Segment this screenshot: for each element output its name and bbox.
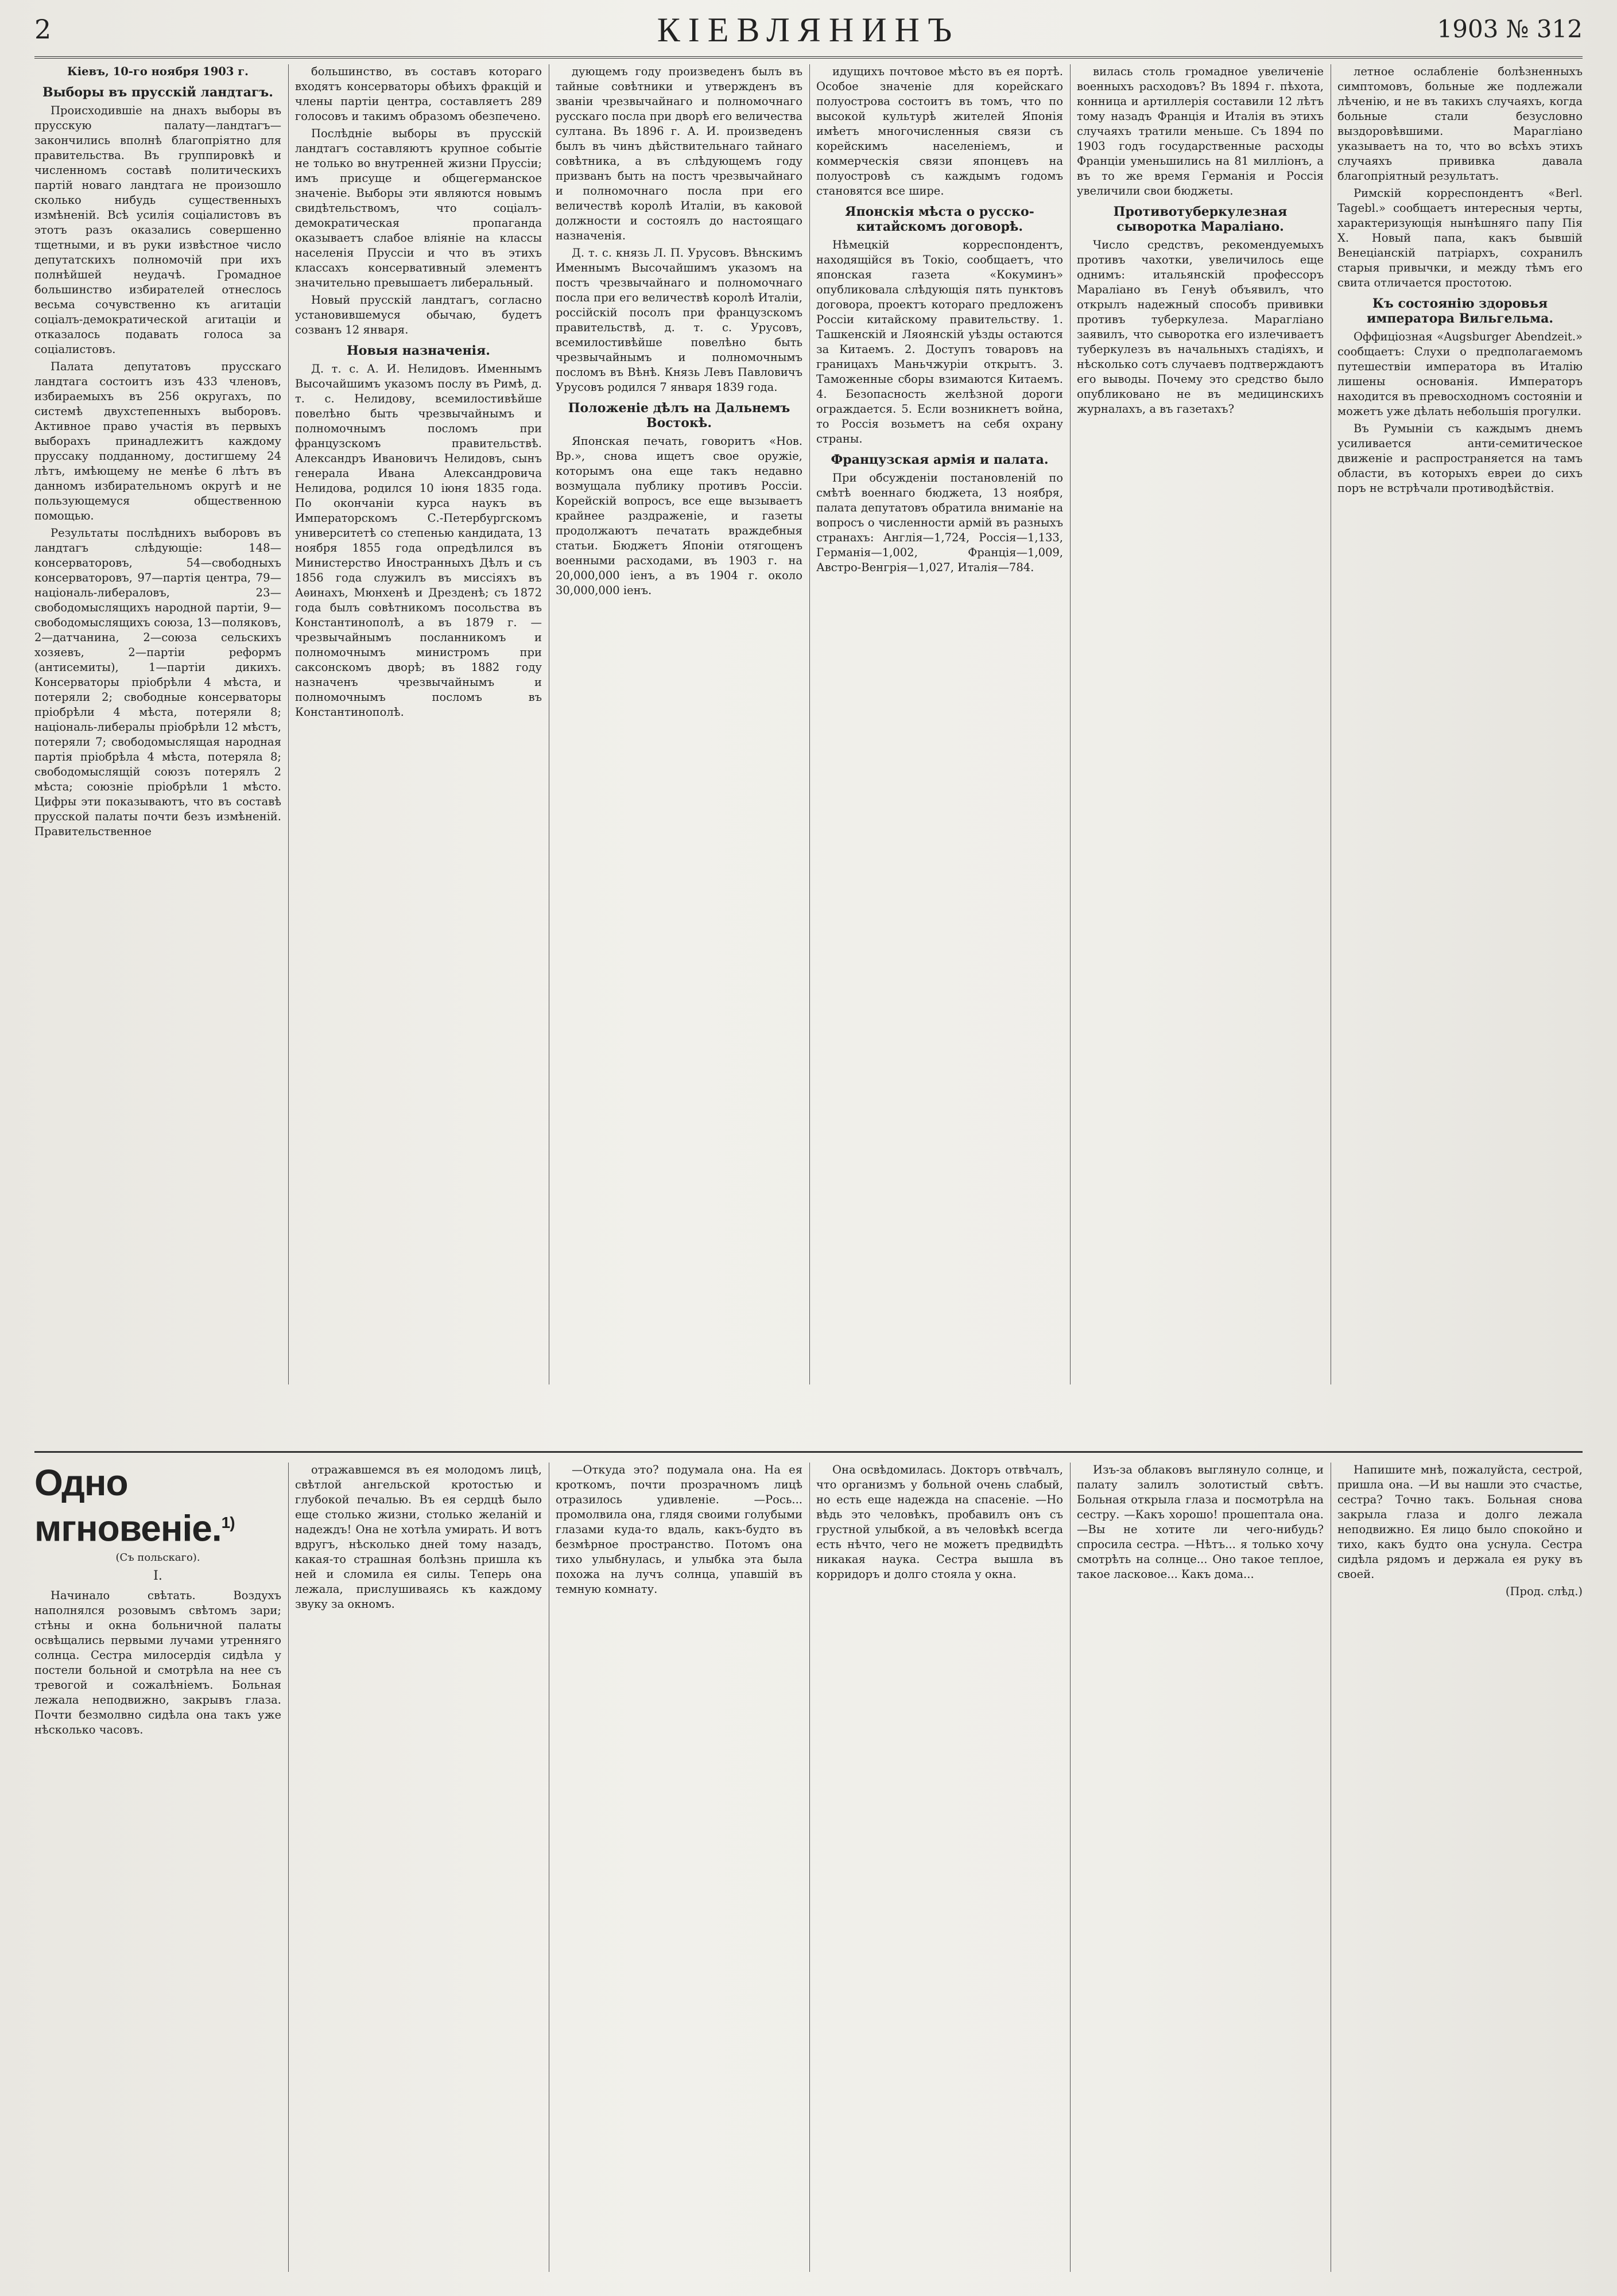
paragraph: идущихъ почтовое мѣсто въ ея портѣ. Особое значеніе для корейскаго полуострова состоитъ въ томъ, что по высокой культурѣ жителей Японія имѣетъ многочисленныя связи съ корейскимъ населеніемъ, и коммерческія связи японцевъ на полуостровѣ съ каждымъ годомъ становятся все шире. [816,65,1063,197]
paragraph: Начинало свѣтать. Воздухъ наполнялся розовымъ свѣтомъ зари; стѣны и окна больничной палаты освѣщались первыми лучами утренняго солнца. Сестра милосердія сидѣла у постели больной и смотрѣла на нее съ тревогой и сожалѣніемъ. Больная лежала неподвижно, закрывъ глаза. Почти безмолвно сидѣла она такъ уже нѣсколько часовъ. [34,1589,281,1737]
page-number: 2 [34,14,52,45]
paragraph: Палата депутатовъ прусскаго ландтага состоитъ изъ 433 членовъ, избираемыхъ въ 256 округахъ, по системѣ двухстепенныхъ выборовъ. Активное право участія въ первыхъ выборахъ принадлежитъ каждому пруссаку подданному, достигшему 24 лѣтъ, имѣющему не менѣе 6 лѣтъ въ данномъ избирательномъ округѣ и не пользующемуся общественною помощью. [34,360,281,522]
paragraph: дующемъ году произведенъ былъ въ тайные совѣтники и утвержденъ въ званіи чрезвычайнаго и полномочнаго русскаго посла при дворѣ его величества султана. Въ 1896 г. А. И. произведенъ былъ въ чинъ дѣйствительнаго тайнаго совѣтника, а въ слѣдующемъ году призванъ быть на постъ чрезвычайнаго и полномочнаго посла при его величествѣ королѣ Италіи, въ каковой должности и состоялъ до настоящаго назначенія. [556,65,802,242]
paragraph: Новый прусскій ландтагъ, согласно установившемуся обычаю, будетъ созванъ 12 января. [295,293,542,336]
article-heading: Положеніе дѣлъ на Дальнемъ Востокѣ. [568,401,790,430]
serial-part: I. [153,1569,162,1584]
article-heading: Французская армія и палата. [831,452,1049,467]
paragraph: —Откуда это? подумала она. На ея кроткомъ, почти прозрачномъ лицѣ отразилось удивленіе. —Рось... промолвила она, глядя своими голубыми глазами куда-то вдаль, какъ-будто въ безмѣрное пространство. Потомъ она тихо улыбнулась, и улыбка эта была похожа на лучъ солнца, упавшій въ темную комнату. [556,1463,802,1596]
dateline: Кіевъ, 10-го ноября 1903 г. [67,65,249,78]
column-divider [288,64,289,1384]
serial-subtitle: (Съ польскаго). [115,1552,200,1564]
article-heading: Противотуберкулезная сыворотка Мараліано. [1113,204,1288,234]
article-heading: Къ состоянію здоровья императора Вильгельма. [1366,296,1554,326]
paragraph: вилась столь громадное увеличеніе военныхъ расходовъ? Въ 1894 г. пѣхота, конница и артиллерія составили 12 лѣтъ тому назадъ Франція и Италія въ этихъ случаяхъ тратили меньше. Съ 1894 по 1903 годъ государственные расходы Франціи уменьшились на 81 милліонъ, а въ то же время Германія и Россія увеличили свои бюджеты. [1077,65,1324,197]
paragraph: Японская печать, говоритъ «Нов. Вр.», снова ищетъ свое оружіе, которымъ она еще такъ недавно возмущала публику противъ Россіи. Корейскій вопросъ, все еще вызываетъ крайнее раздраженіе, и газеты продолжаютъ печатать враждебныя статьи. Бюджетъ Японіи отягощенъ военными расходами, въ 1903 г. на 20,000,000 іенъ, а въ 1904 г. около 30,000,000 іенъ. [556,435,802,597]
column-1 [34,64,281,1384]
serial-column-3 [556,1463,802,2272]
article-heading: Новыя назначенія. [347,343,490,358]
serial-column-6 [1337,1463,1583,2272]
paragraph: Д. т. с. А. И. Нелидовъ. Именнымъ Высочайшимъ указомъ послу въ Римѣ, д. т. с. Нелидову, всемилостивѣйше повелѣно быть чрезвычайнымъ и полномочнымъ посломъ при французскомъ правительствѣ. Александръ Ивановичъ Нелидовъ, сынъ генерала Ивана Александровича Нелидова, родился 10 іюня 1835 года. По окончаніи курса наукъ въ Императорскомъ С.-Петербургскомъ университетѣ со степенью кандидата, 13 ноября 1855 года опредѣлился въ Министерство Иностранныхъ Дѣлъ и съ 1856 года служилъ въ миссіяхъ въ Аѳинахъ, Мюнхенѣ и Дрезденѣ; съ 1872 года былъ совѣтникомъ посольства въ Константинополѣ, а въ 1879 г. — чрезвычайнымъ посланникомъ и полномочнымъ министромъ при саксонскомъ дворѣ; въ 1882 году назначенъ чрезвычайнымъ и полномочнымъ посломъ въ Константинополѣ. [295,362,542,719]
paragraph: Напишите мнѣ, пожалуйста, сестрой, пришла она. —И вы нашли это счастье, сестра? Точно такъ. Больная снова закрыла глаза и долго лежала неподвижно. Ея лицо было спокойно и тихо, какъ будто она уснула. Сестра сидѣла рядомъ и держала ея руку въ своей. [1337,1463,1583,1581]
column-divider [1070,1463,1071,2272]
feuilleton-rule [34,1451,1583,1453]
article-heading: Выборы въ прусскій ландтагъ. [42,85,273,100]
serial-title: Одно мгновеніе.$^{1)}$ [34,1463,235,1549]
paragraph: Число средствъ, рекомендуемыхъ противъ чахотки, увеличилось еще однимъ: итальянскій профессоръ Мараліано въ Генуѣ объявилъ, что открылъ надежный способъ прививки противъ туберкулеза. Марагліано заявилъ, что сыворотка его излечиваетъ туберкулезъ въ начальныхъ стадіяхъ, и нѣсколько сотъ случаевъ подтверждаютъ его выводы. Почему это средство было опубликовано не въ медицинскихъ журналахъ, а въ газетахъ? [1077,238,1324,416]
serial-column-4 [816,1463,1063,2272]
paragraph: Оффиціозная «Augsburger Abendzeit.» сообщаетъ: Слухи о предполагаемомъ путешествіи императора въ Италію лишены основанія. Императоръ находится въ превосходномъ состояніи и можетъ уже дѣлать небольшія прогулки. [1337,330,1583,418]
masthead [34,10,1583,59]
paragraph: Послѣдніе выборы въ прусскій ландтагъ составляютъ крупное событіе не только во внутренней жизни Пруссіи; имъ присуще и общегерманское значеніе. Выборы эти являются новымъ свидѣтельствомъ, что соціалъ-демократическая пропаганда оказываетъ слабое вліяніе на классы населенія Пруссіи и что въ этихъ классахъ консервативный элементъ значительно превышаетъ либеральный. [295,127,542,289]
column-4 [816,64,1063,1384]
column-divider [1070,64,1071,1384]
serial-column-1 [34,1463,281,2272]
serial-column-2 [295,1463,542,2272]
column-3 [556,64,802,1384]
column-6 [1337,64,1583,1384]
paragraph: Она освѣдомилась. Докторъ отвѣчалъ, что организмъ у больной очень слабый, но есть еще надежда на спасеніе. —Но вѣдь это человѣкъ, пробавилъ онъ съ грустной улыбкой, а въ человѣкѣ всегда есть нѣчто, чего не можетъ предвидѣть никакая наука. Сестра вышла въ корридоръ и долго стояла у окна. [816,1463,1063,1581]
paragraph: Римскій корреспондентъ «Berl. Tagebl.» сообщаетъ интересныя черты, характеризующія нынѣшняго папу Пія X. Новый папа, какъ бывшій Венеціанскій патріархъ, сохранилъ старыя привычки, и между тѣмъ его свита отличается простотою. [1337,187,1583,289]
paragraph: Результаты послѣднихъ выборовъ въ ландтагъ слѣдующіе: 148—консерваторовъ, 54—свободныхъ консерваторовъ, 97—партія центра, 79—національ-либераловъ, 23—свободомыслящихъ народной партіи, 9—свободомыслящихъ союза, 13—поляковъ, 2—датчанина, 2—союза сельскихъ хозяевъ, 2—партіи реформъ (антисемиты), 1—партіи дикихъ. Консерваторы пріобрѣли 4 мѣста, и потеряли 2; свободные консерваторы пріобрѣли 4 мѣста, потеряли 8; національ-либералы пріобрѣли 12 мѣстъ, потеряли 7; свободомыслящая народная партія пріобрѣла 4 мѣста, потеряла 8; свободомыслящій союзъ потерялъ 2 мѣста; союзніе пріобрѣли 1 мѣсто. Цифры эти показываютъ, что въ составѣ прусской палаты почти безъ измѣненій. Правительственное [34,526,281,838]
column-divider [288,1463,289,2272]
paragraph: Происходившіе на днахъ выборы въ прусскую палату—ландтагъ—закончились вполнѣ благопріятно для правительства. Въ группировкѣ и численномъ составѣ политическихъ партій новаго ландтага не произошло сколько нибудь существенныхъ измѣненій. Всѣ усилія соціалистовъ въ этотъ разъ оказались совершенно тщетными, и въ руки извѣстное число депутатскихъ полномочій при ихъ полнѣйшей неудачѣ. Громадное большинство избирателей отнеслось весьма сочувственно къ агитаціи соціалъ-демократической агитаціи и отказалось подавать голоса за соціалистовъ. [34,104,281,356]
continued-note: (Прод. слѣд.) [1505,1585,1583,1598]
article-heading: Японскія мѣста о русско-китайскомъ договорѣ. [845,204,1034,234]
paragraph: летное ослабленіе болѣзненныхъ симптомовъ, больные же подлежали лѣченію, и не въ такихъ случаяхъ, когда больные стали безусловно выздоровѣвшими. Марагліано указываетъ на то, что во всѣхъ этихъ случаяхъ прививка давала благопріятный результатъ. [1337,65,1583,183]
paragraph: большинство, въ составъ котораго входятъ консерваторы обѣихъ фракцій и члены партіи центра, составляетъ 289 голосовъ и такимъ образомъ обезпечено. [295,65,542,123]
column-5 [1077,64,1324,1384]
column-divider [809,64,810,1384]
column-2 [295,64,542,1384]
paragraph: Изъ-за облаковъ выглянуло солнце, и палату залилъ золотистый свѣтъ. Больная открыла глаза и посмотрѣла на сестру. —Какъ хорошо! прошептала она. —Вы не хотите ли чего-нибудь? спросила сестра. —Нѣтъ... я только хочу смотрѣть на солнце... Оно такое теплое, такое ласковое... Какъ дома... [1077,1463,1324,1581]
paragraph: При обсужденіи постановленій по смѣтѣ военнаго бюджета, 13 ноября, палата депутатовъ обратила вниманіе на вопросъ о численности армій въ разныхъ странахъ: Англія—1,724, Россія—1,133, Германія—1,002, Франція—1,009, Австро-Венгрія—1,027, Италія—784. [816,471,1063,574]
paragraph: Въ Румыніи съ каждымъ днемъ усиливается анти-семитическое движеніе и распространяется на тамъ области, въ которыхъ евреи до сихъ поръ не встрѣчали противодѣйствія. [1337,422,1583,495]
issue-number: 1903 № 312 [1437,15,1583,43]
column-divider [809,1463,810,2272]
paragraph: Д. т. с. князь Л. П. Урусовъ. Вѣнскимъ Именнымъ Высочайшимъ указомъ на постъ чрезвычайнаго и полномочнаго посла при его величествѣ королѣ Италіи, россійскій посолъ при французскомъ правительствѣ, д. т. с. Урусовъ, всемилостивѣйше повелѣно быть чрезвычайнымъ и полномочнымъ посломъ въ Вѣнѣ. Князь Левъ Павловичъ Урусовъ родился 7 января 1839 года. [556,246,802,394]
newspaper-title: КІЕВЛЯНИНЪ [657,11,960,49]
paragraph: отражавшемся въ ея молодомъ лицѣ, свѣтлой ангельской кротостью и глубокой печалью. Въ ея сердцѣ было еще столько жизни, столько желаній и надеждъ! Она не хотѣла умирать. И вотъ вдругъ, нѣсколько дней тому назадъ, какая-то страшная болѣзнь пришла къ ней и сломила ея силы. Теперь она лежала, прислушиваясь къ каждому звуку за окномъ. [295,1463,542,1611]
paragraph: Нѣмецкій корреспондентъ, находящійся въ Токіо, сообщаетъ, что японская газета «Кокуминъ» опубликовала слѣдующія пять пунктовъ договора, проектъ котораго предложенъ Россіи китайскому правительству. 1. Ташкенскій и Ляоянскій уѣзды остаются за Китаемъ. 2. Доступъ товаровъ на границахъ Маньчжуріи открытъ. 3. Таможенные сборы взимаются Китаемъ. 4. Безопасность желѣзной дороги ограждается. 5. Если возникнетъ война, то Россія возьметъ на себя охрану страны. [816,238,1063,445]
serial-column-5 [1077,1463,1324,2272]
